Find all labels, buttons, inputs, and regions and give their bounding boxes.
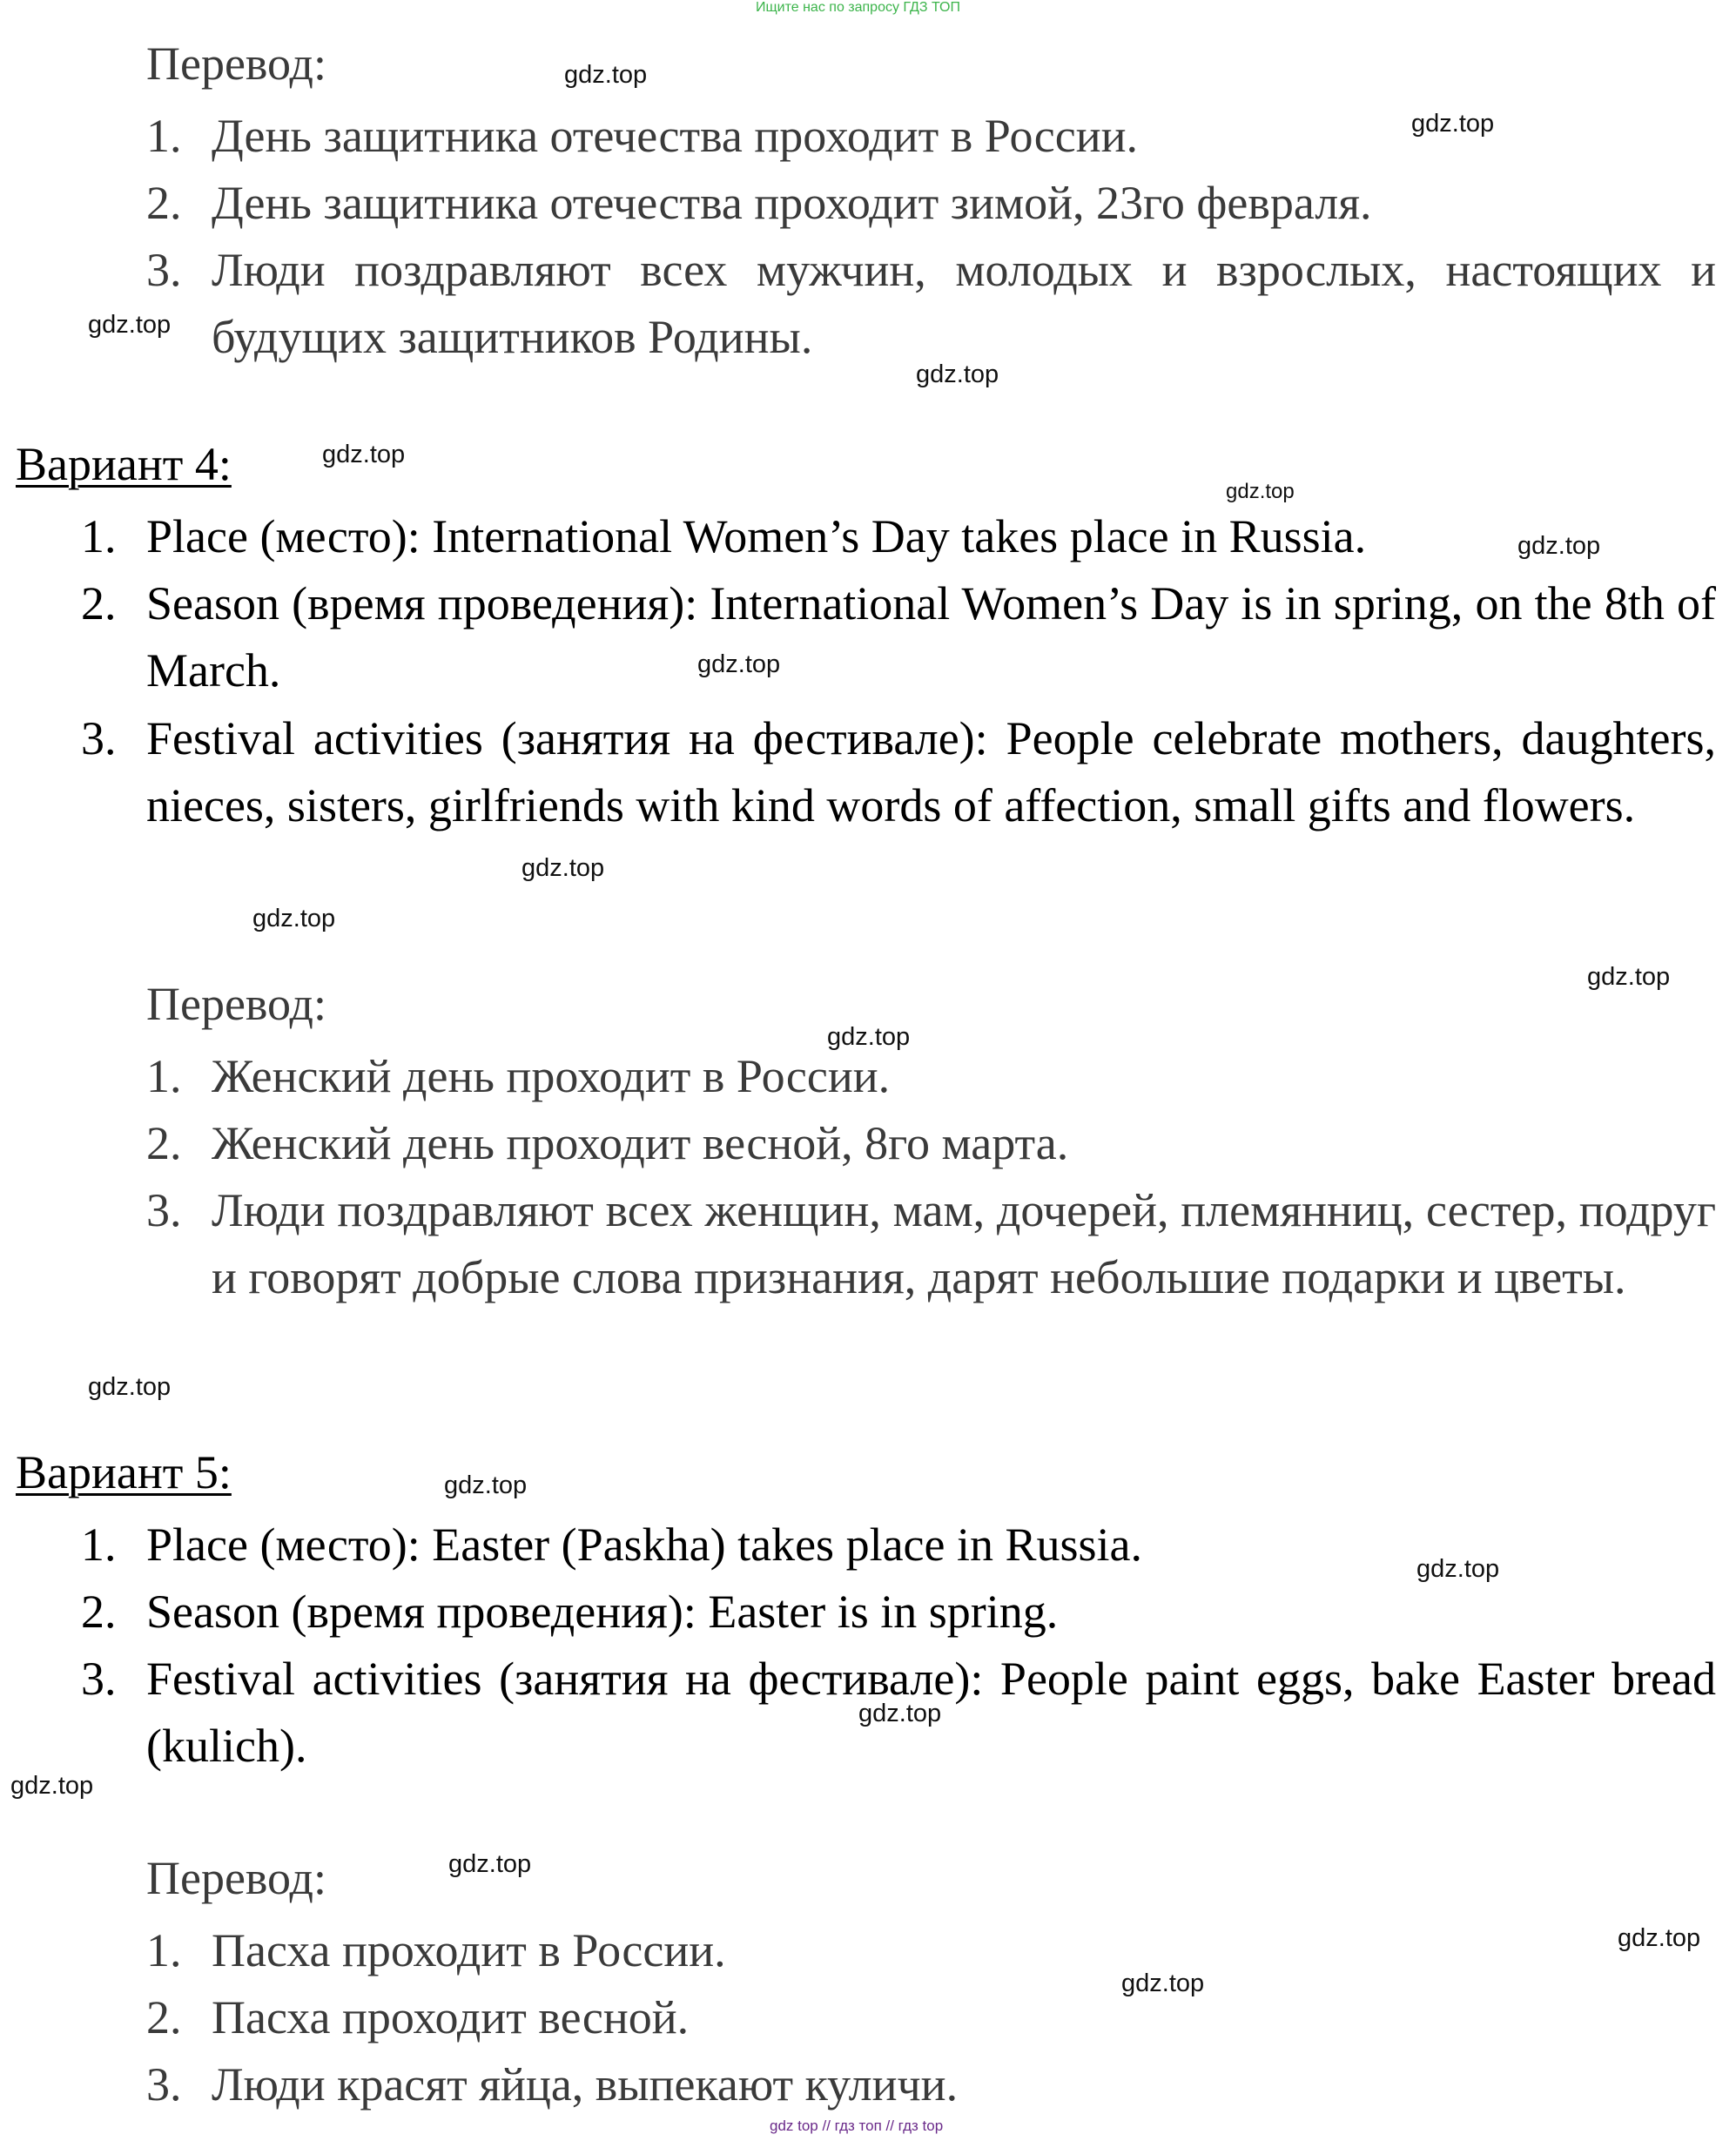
list-item-text: Женский день проходит в России. bbox=[212, 1050, 891, 1102]
list-item-text: Люди красят яйца, выпекают куличи. bbox=[212, 2058, 959, 2111]
list-item-number: 3. bbox=[81, 712, 117, 764]
watermark: gdz.top bbox=[1121, 1969, 1205, 1997]
list-item-number: 2. bbox=[81, 577, 117, 630]
watermark: gdz.top bbox=[88, 311, 172, 339]
footer-links: gdz top // гдз топ // гдз top bbox=[770, 2117, 944, 2134]
list-item-number: 2. bbox=[146, 177, 182, 229]
watermark: gdz.top bbox=[448, 1850, 532, 1878]
watermark: gdz.top bbox=[1411, 110, 1495, 138]
list-item-number: 2. bbox=[146, 1991, 182, 2043]
watermark: gdz.top bbox=[916, 360, 999, 388]
list-item-number: 3. bbox=[81, 1653, 117, 1705]
watermark: gdz.top bbox=[10, 1772, 94, 1800]
list-item-number: 3. bbox=[146, 244, 182, 296]
list-item-text: Place (место): International Women’s Day takes place in Russia. bbox=[146, 510, 1367, 562]
translation-heading: Перевод: bbox=[146, 1852, 326, 1904]
list-item-text: Люди поздравляют всех мужчин, молодых и взрослых, настоящих и будущих защитников Родины. bbox=[212, 244, 1716, 363]
list-item-text: Пасха проходит в России. bbox=[212, 1924, 726, 1976]
list-item-text: Люди поздравляют всех женщин, мам, дочерей, племянниц, сестер, подруг и говорят добрые слова признания, дарят небольшие подарки и цветы. bbox=[212, 1184, 1716, 1303]
watermark: gdz.top bbox=[697, 650, 781, 678]
list-item-number: 1. bbox=[146, 1050, 182, 1102]
list-item-number: 2. bbox=[146, 1117, 182, 1169]
watermark: gdz.top bbox=[322, 441, 406, 468]
watermark: gdz.top bbox=[1587, 963, 1671, 991]
watermark: gdz.top bbox=[521, 854, 605, 882]
list-item-number: 1. bbox=[81, 1518, 117, 1571]
list-item-text: Season (время проведения): International Women’s Day is in spring, on the 8th of March. bbox=[146, 577, 1716, 697]
list-item-number: 3. bbox=[146, 1184, 182, 1236]
list-item-text: Женский день проходит весной, 8го марта. bbox=[212, 1117, 1069, 1169]
list-item-number: 1. bbox=[146, 1924, 182, 1976]
list-item-number: 1. bbox=[81, 510, 117, 562]
list-item-number: 1. bbox=[146, 110, 182, 162]
watermark: gdz.top bbox=[252, 905, 336, 932]
list-item-text: Season (время проведения): Easter is in spring. bbox=[146, 1586, 1059, 1638]
watermark: gdz.top bbox=[444, 1471, 528, 1499]
watermark: gdz.top bbox=[1416, 1555, 1500, 1583]
list-item-number: 2. bbox=[81, 1586, 117, 1638]
watermark: gdz.top bbox=[88, 1373, 172, 1401]
watermark: gdz.top bbox=[1517, 532, 1601, 560]
variant-4-title: Вариант 4: bbox=[16, 438, 232, 490]
list-item-text: День защитника отечества проходит зимой, 23го февраля. bbox=[212, 177, 1372, 229]
watermark: gdz.top bbox=[1226, 480, 1295, 503]
watermark: gdz.top bbox=[858, 1700, 942, 1727]
watermark: gdz.top bbox=[1618, 1924, 1701, 1952]
variant-5-title: Вариант 5: bbox=[16, 1446, 232, 1498]
search-banner: Ищите нас по запросу ГДЗ ТОП bbox=[756, 0, 960, 15]
translation-heading: Перевод: bbox=[146, 37, 326, 90]
list-item-text: Festival activities (занятия на фестивале): People celebrate mothers, daughters, nieces, sisters, girlfriends with kind words of affection, small gifts and flowers. bbox=[146, 712, 1716, 831]
translation-heading: Перевод: bbox=[146, 978, 326, 1030]
list-item-number: 3. bbox=[146, 2058, 182, 2111]
list-item-text: Festival activities (занятия на фестивале): People paint eggs, bake Easter bread (kulich). bbox=[146, 1653, 1716, 1772]
watermark: gdz.top bbox=[827, 1023, 911, 1051]
watermark: gdz.top bbox=[564, 61, 648, 89]
list-item-text: Пасха проходит весной. bbox=[212, 1991, 690, 2043]
list-item-text: День защитника отечества проходит в России. bbox=[212, 110, 1139, 162]
list-item-text: Place (место): Easter (Paskha) takes place in Russia. bbox=[146, 1518, 1142, 1571]
